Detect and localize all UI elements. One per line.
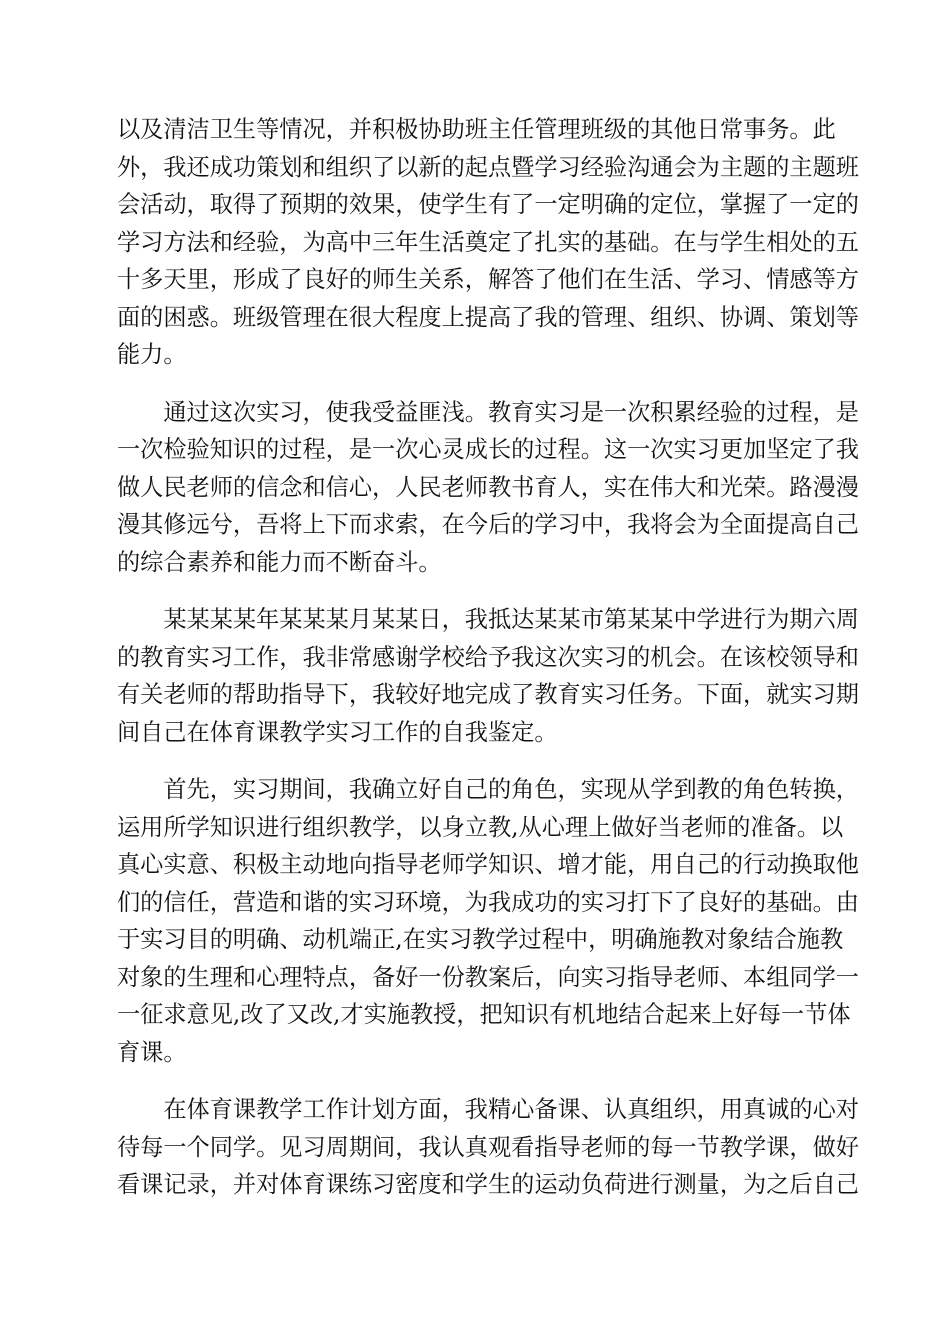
text-line: 十多天里，形成了良好的师生关系，解答了他们在生活、学习、情感等方 bbox=[117, 266, 859, 293]
text-line: 的教育实习工作，我非常感谢学校给予我这次实习的机会。在该校领导和 bbox=[117, 643, 859, 671]
text-line: 在体育课教学工作计划方面，我精心备课、认真组织，用真诚的心对 bbox=[117, 1096, 859, 1123]
text-line: 们的信任，营造和谐的实习环境，为我成功的实习打下了良好的基础。由 bbox=[117, 888, 859, 916]
text-line: 看课记录，并对体育课练习密度和学生的运动负荷进行测量，为之后自己 bbox=[117, 1171, 859, 1198]
text-line: 以及清洁卫生等情况，并积极协助班主任管理班级的其他日常事务。此 bbox=[117, 116, 836, 143]
text-line: 会活动，取得了预期的效果，使学生有了一定明确的定位，掌握了一定的 bbox=[117, 191, 859, 218]
paragraph bbox=[117, 1091, 859, 1204]
paragraph bbox=[117, 111, 859, 374]
paragraph bbox=[117, 771, 859, 1071]
text-line: 做人民老师的信念和信心，人民老师教书育人，实在伟大和光荣。路漫漫 bbox=[117, 473, 859, 501]
text-line: 真心实意、积极主动地向指导老师学知识、增才能，用自己的行动换取他 bbox=[117, 851, 859, 878]
paragraph bbox=[117, 394, 859, 582]
text-line: 育课。 bbox=[117, 1038, 187, 1066]
text-line: 于实习目的明确、动机端正,在实习教学过程中，明确施教对象结合施教 bbox=[117, 926, 844, 953]
text-line: 漫其修远兮，吾将上下而求索，在今后的学习中，我将会为全面提高自己 bbox=[117, 511, 859, 538]
text-line: 通过这次实习，使我受益匪浅。教育实习是一次积累经验的过程，是 bbox=[117, 398, 859, 426]
text-line: 学习方法和经验，为高中三年生活奠定了扎实的基础。在与学生相处的五 bbox=[117, 228, 859, 256]
document-body bbox=[117, 111, 859, 1224]
text-line: 有关老师的帮助指导下，我较好地完成了教育实习任务。下面，就实习期 bbox=[117, 681, 859, 708]
text-line: 对象的生理和心理特点，备好一份教案后，向实习指导老师、本组同学一 bbox=[117, 963, 859, 991]
text-line: 某某某某年某某某月某某日，我抵达某某市第某某中学进行为期六周 bbox=[117, 606, 859, 633]
text-line: 待每一个同学。见习周期间，我认真观看指导老师的每一节教学课，做好 bbox=[117, 1133, 859, 1161]
text-line: 能力。 bbox=[117, 341, 187, 368]
text-line: 一次检验知识的过程，是一次心灵成长的过程。这一次实习更加坚定了我 bbox=[117, 436, 859, 463]
text-line: 外，我还成功策划和组织了以新的起点暨学习经验沟通会为主题的主题班 bbox=[117, 153, 859, 181]
text-line: 间自己在体育课教学实习工作的自我鉴定。 bbox=[117, 718, 558, 746]
text-line: 的综合素养和能力而不断奋斗。 bbox=[117, 548, 442, 576]
paragraph bbox=[117, 601, 859, 751]
text-line: 面的困惑。班级管理在很大程度上提高了我的管理、组织、协调、策划等 bbox=[117, 303, 859, 331]
text-line: 运用所学知识进行组织教学，以身立教,从心理上做好当老师的准备。以 bbox=[117, 813, 844, 841]
text-line: 首先，实习期间，我确立好自己的角色，实现从学到教的角色转换， bbox=[117, 776, 859, 803]
text-line: 一征求意见,改了又改,才实施教授，把知识有机地结合起来上好每一节体 bbox=[117, 1001, 851, 1028]
